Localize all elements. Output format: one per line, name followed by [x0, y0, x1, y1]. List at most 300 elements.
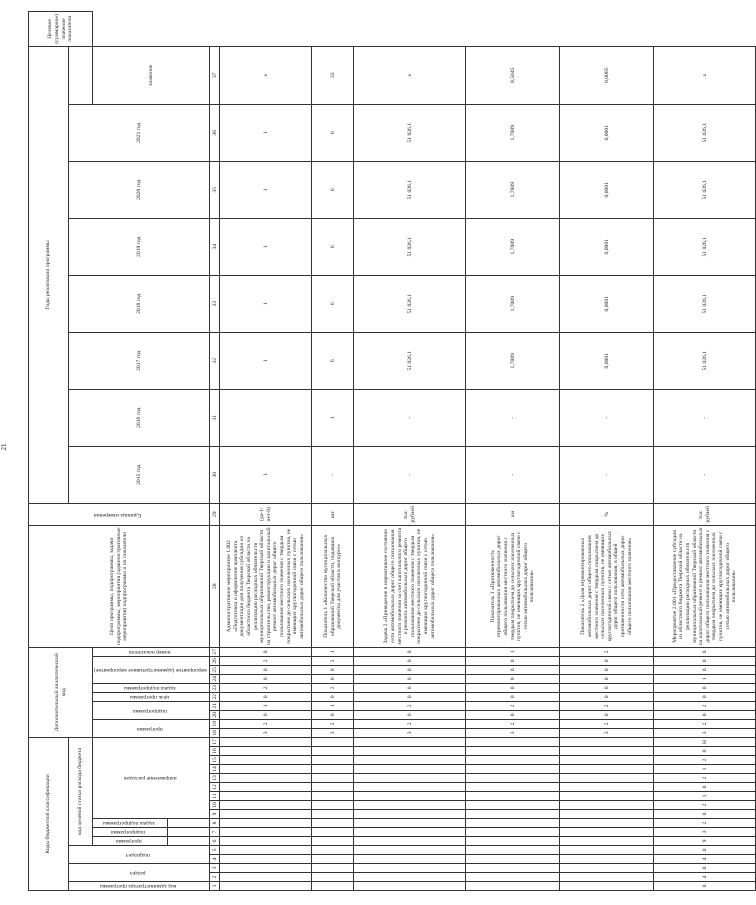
year-2019-header: 2019 год [69, 218, 210, 275]
budget-code-digit [312, 819, 354, 828]
budget-code-digit [466, 828, 560, 837]
value-2016: - [560, 389, 654, 446]
value-2019: 1,7009 [466, 218, 560, 275]
column-number: 23 [210, 683, 220, 692]
analytic-code-digit: 0 [312, 665, 354, 674]
budget-code-digit [466, 864, 560, 873]
analytic-code-digit: 2 [560, 701, 654, 710]
value-2020: 1 [220, 161, 312, 218]
budget-code-digit [220, 819, 312, 828]
value-2017: 6 [312, 332, 354, 389]
budget-code-digit [560, 837, 654, 846]
value-2021: 0,0001 [560, 104, 654, 161]
budget-code-digit: 9 [654, 837, 756, 846]
budget-code-digit: 0 [654, 864, 756, 873]
budget-code-digit [466, 846, 560, 855]
budget-class-header: Коды бюджетной классификации [29, 737, 69, 890]
analytic-code-digit: 3 [466, 728, 560, 737]
value-2021: 51 026,1 [654, 104, 756, 161]
sub-subprogram-cont [167, 828, 210, 837]
row-name: Мероприятие 2.001 «Предоставление субсидии из областного бюджета Тверской области на реализацию расходных обязательств муниципальных образований Тверской области на капитальный ремонт и ремонт автомобильных дорог общего пользования местного значения с твердым покрытием до сельских населенных пунктов, не имеющих круглогодичной связи с сетью автомобильных дорог общего пользования» [654, 525, 756, 647]
column-number: 21 [210, 701, 220, 710]
budget-code-digit [560, 819, 654, 828]
row-unit: км [466, 503, 560, 525]
target-value: x [354, 46, 466, 104]
column-number: 15 [210, 756, 220, 765]
budget-code-digit [220, 846, 312, 855]
column-numbers-row [210, 12, 220, 891]
budget-code-digit [560, 792, 654, 801]
sub-event-direction: направление расходов [93, 737, 210, 818]
analytic-code-digit: 2 [654, 719, 756, 728]
budget-code-digit [354, 783, 466, 792]
budget-code-digit [312, 828, 354, 837]
budget-code-digit [466, 819, 560, 828]
value-2015: 1 [220, 446, 312, 503]
row-unit: шт. [312, 503, 354, 525]
analytic-code-digit: 0 [354, 692, 466, 701]
budget-code-digit [560, 864, 654, 873]
column-number: 20 [210, 710, 220, 719]
analytic-code-digit: 1 [654, 674, 756, 683]
value-2017: 51 026,1 [354, 332, 466, 389]
analytic-code-digit: 0 [654, 692, 756, 701]
value-2015: - [654, 446, 756, 503]
value-2017: 1 [220, 332, 312, 389]
table-row [466, 12, 560, 891]
value-2017: 0,0001 [560, 332, 654, 389]
table-row [312, 12, 354, 891]
budget-code-digit [312, 846, 354, 855]
analytic-code-digit: 0 [466, 674, 560, 683]
budget-code-digit [312, 801, 354, 810]
analytic-code-digit: 3 [220, 728, 312, 737]
value-2020: 0,0001 [560, 161, 654, 218]
analytic-code-digit: 1 [466, 647, 560, 656]
budget-code-digit [354, 837, 466, 846]
analytic-code-digit: 2 [312, 656, 354, 665]
sub-program: программа [93, 837, 168, 846]
budget-code-digit [354, 828, 466, 837]
column-number: 11 [210, 792, 220, 801]
value-2019: 6 [312, 218, 354, 275]
analytic-code-digit: 3 [560, 728, 654, 737]
analytic-code-digit: 0 [354, 710, 466, 719]
value-2019: 51 026,1 [654, 218, 756, 275]
value-2018: 1 [220, 275, 312, 332]
budget-code-digit: 1 [654, 765, 756, 774]
year-2016-header: 2016 год [69, 389, 210, 446]
budget-code-digit [312, 737, 354, 746]
program-table [28, 11, 756, 891]
analytic-code-digit: 1 [312, 701, 354, 710]
budget-code-digit [354, 819, 466, 828]
page-number: 21 [0, 443, 8, 451]
target-value: 0,0005 [560, 46, 654, 104]
column-number: 30 [210, 446, 220, 503]
budget-code-digit [220, 783, 312, 792]
budget-code-digit [312, 864, 354, 873]
value-2015: - [354, 446, 466, 503]
analytic-code-digit: 0 [312, 692, 354, 701]
analytic-code-digit: 2 [220, 656, 312, 665]
row-unit: (да-1/нет-0) [220, 503, 312, 525]
budget-code-digit [466, 792, 560, 801]
value-2017: 51 026,1 [654, 332, 756, 389]
budget-code-digit [220, 810, 312, 819]
table-row [354, 12, 466, 891]
budget-code-digit [354, 765, 466, 774]
budget-code-digit [560, 737, 654, 746]
column-number: 10 [210, 801, 220, 810]
value-2018: 51 026,1 [654, 275, 756, 332]
analytic-code-digit: 0 [220, 710, 312, 719]
column-number: 19 [210, 719, 220, 728]
budget-code-digit [466, 810, 560, 819]
sub-a-num: номер показателя [93, 647, 210, 656]
budget-code-digit [466, 873, 560, 882]
value-2016: - [654, 389, 756, 446]
unit-header: Единица измерения [29, 503, 210, 525]
budget-code-digit [466, 783, 560, 792]
budget-code-digit [560, 774, 654, 783]
analytic-code-digit: 0 [220, 647, 312, 656]
year-2015-header: 2015 год [69, 446, 210, 503]
column-number: 35 [210, 161, 220, 218]
column-number: 12 [210, 783, 220, 792]
budget-code-digit: 4 [654, 873, 756, 882]
column-number: 8 [210, 819, 220, 828]
budget-code-digit [312, 792, 354, 801]
value-2020: 51 026,1 [354, 161, 466, 218]
column-number: 27 [210, 647, 220, 656]
budget-code-digit [466, 882, 560, 891]
budget-code-digit [220, 837, 312, 846]
budget-code-digit [220, 801, 312, 810]
value-2019: 0,0001 [560, 218, 654, 275]
analytic-code-digit: 0 [466, 665, 560, 674]
analytic-code-digit: 3 [654, 728, 756, 737]
analytic-code-digit: 3 [312, 728, 354, 737]
budget-code-digit [220, 765, 312, 774]
column-number: 1 [210, 882, 220, 891]
row-unit: % [560, 503, 654, 525]
value-2018: 51 026,1 [354, 275, 466, 332]
analytic-code-digit: 2 [560, 719, 654, 728]
table-row [560, 12, 654, 891]
budget-code-digit [220, 792, 312, 801]
additional-code-header: Дополнительный аналитический код [29, 647, 93, 737]
sub-task: задача подпрограммы [93, 819, 168, 828]
year-2021-header: 2021 год [69, 104, 210, 161]
value-2019: 51 026,1 [354, 218, 466, 275]
column-number: 5 [210, 846, 220, 855]
budget-code-digit: Н [654, 737, 756, 746]
column-number: 32 [210, 332, 220, 389]
analytic-code-digit: 0 [560, 665, 654, 674]
analytic-code-digit: 0 [466, 710, 560, 719]
value-2018: 1,7009 [466, 275, 560, 332]
analytic-code-digit: 0 [220, 665, 312, 674]
target-value: 8,5045 [466, 46, 560, 104]
analytic-code-digit: 0 [220, 674, 312, 683]
target-value: 33 [312, 46, 354, 104]
budget-code-digit [312, 810, 354, 819]
budget-code-digit [312, 837, 354, 846]
row-name: Задача 2 «Приведение в нормативное состояние сети автомобильных дорог общего пользования местного значения за счет капитального ремонта и ремонта автомобильных дорог общего пользования местного значения с твердым покрытием до сельских населенных пунктов, не имеющих круглогодичной связи с сетью автомобильных дорог общего пользования» [354, 525, 466, 647]
budget-code-digit [354, 792, 466, 801]
analytic-code-digit: 0 [312, 674, 354, 683]
analytic-code-digit: 2 [220, 719, 312, 728]
value-2020: 6 [312, 161, 354, 218]
analytic-code-digit: 1 [220, 701, 312, 710]
target-value: x [654, 46, 756, 104]
years-header: Годы реализации программы [29, 46, 69, 503]
target-header: Целевое (суммарное) значение показателя [29, 12, 93, 47]
value-2016: - [466, 389, 560, 446]
column-number: 13 [210, 774, 220, 783]
column-number: 18 [210, 728, 220, 737]
budget-code-digit [354, 737, 466, 746]
sub-task-cont [167, 819, 210, 828]
budget-code-digit: 2 [654, 774, 756, 783]
budget-code-digit [220, 855, 312, 864]
budget-code-digit [466, 737, 560, 746]
budget-code-digit [220, 882, 312, 891]
budget-code-digit [220, 737, 312, 746]
table-body [220, 12, 756, 891]
value-2020: 1,7009 [466, 161, 560, 218]
budget-code-digit [354, 810, 466, 819]
budget-code-digit [354, 873, 466, 882]
budget-code-digit [466, 801, 560, 810]
column-number: 36 [210, 104, 220, 161]
column-number: 28 [210, 525, 220, 647]
budget-code-digit [560, 783, 654, 792]
column-number: 16 [210, 747, 220, 756]
value-2015: - [466, 446, 560, 503]
row-name: Административное мероприятие 1.002 «Подготовка и оформление комплекта документации для получения субсидии из областного бюджета Тверской области на реализацию расходных обязательств муниципальных образований Тверской области на строительство, реконструкцию и капитальный ремонт автомобильных дорог общего пользования местного значения с твердым покрытием до сельских населенных пунктов, не имеющих круглогодичной связи с сетью автомобильных дорог общего пользования» [220, 525, 312, 647]
column-number: 9 [210, 810, 220, 819]
budget-code-digit [220, 747, 312, 756]
column-number: 24 [210, 674, 220, 683]
analytic-code-digit: 0 [466, 683, 560, 692]
analytic-code-digit: 0 [654, 683, 756, 692]
target-value: x [220, 46, 312, 104]
analytic-code-digit: 2 [220, 683, 312, 692]
value-2019: 1 [220, 218, 312, 275]
budget-code-digit [560, 756, 654, 765]
budget-code-digit [312, 756, 354, 765]
value-2018: 6 [312, 275, 354, 332]
expense-item-code-header: код целевой статьи расхода бюджета [69, 737, 93, 845]
budget-code-digit [466, 756, 560, 765]
analytic-code-digit: 2 [466, 701, 560, 710]
sub-a-goal: цель программы [93, 692, 210, 701]
column-number: 2 [210, 873, 220, 882]
budget-code-digit [354, 855, 466, 864]
analytic-code-digit: 0 [354, 674, 466, 683]
budget-code-digit: 4 [654, 855, 756, 864]
year-2020-header: 2020 год [69, 161, 210, 218]
sub-admin-code: код администратора программы [69, 882, 210, 891]
analytic-code-digit: 2 [354, 719, 466, 728]
budget-code-digit [312, 774, 354, 783]
budget-code-digit [220, 873, 312, 882]
budget-code-digit [560, 873, 654, 882]
value-2015: - [312, 446, 354, 503]
analytic-code-digit: 0 [220, 692, 312, 701]
analytic-code-digit: 2 [560, 647, 654, 656]
budget-code-digit: 2 [654, 801, 756, 810]
value-2017: 1,7009 [466, 332, 560, 389]
budget-code-digit: 3 [654, 828, 756, 837]
analytic-code-digit: 2 [312, 683, 354, 692]
row-name: Показатель 2 «Доля отремонтированных автомобильных дорог общего пользования местного значения с твердым покрытием до сельских населенных пунктов, не имеющих круглогодичной связи с сетью автомобильных дорог общего пользования, в общей протяженности сети автомобильных дорог общего пользования местного значения» [560, 525, 654, 647]
value-header: значение [93, 46, 210, 104]
budget-code-digit: 0 [654, 846, 756, 855]
analytic-code-digit: 0 [466, 692, 560, 701]
budget-code-digit [354, 756, 466, 765]
budget-code-digit [466, 765, 560, 774]
analytic-code-digit: 0 [654, 665, 756, 674]
column-number: 25 [210, 665, 220, 674]
budget-code-digit [312, 783, 354, 792]
budget-code-digit [220, 864, 312, 873]
analytic-code-digit: 2 [312, 719, 354, 728]
value-2018: 0,0001 [560, 275, 654, 332]
budget-code-digit [354, 801, 466, 810]
budget-code-digit [354, 864, 466, 873]
sub-subprogram: подпрограмма [93, 828, 168, 837]
sub-section: раздел [69, 864, 210, 882]
column-number: 33 [210, 275, 220, 332]
analytic-code-digit: 1 [312, 647, 354, 656]
value-2021: 1 [220, 104, 312, 161]
analytic-code-digit: 0 [354, 665, 466, 674]
sub-a-subprogram: подпрограмма [93, 701, 210, 719]
analytic-code-digit: 0 [560, 710, 654, 719]
budget-code-digit [312, 765, 354, 774]
budget-code-digit [312, 747, 354, 756]
budget-code-digit: 1 [654, 792, 756, 801]
budget-code-digit [560, 882, 654, 891]
column-number: 4 [210, 855, 220, 864]
value-2021: 51 026,1 [354, 104, 466, 161]
budget-code-digit: 0 [654, 882, 756, 891]
sub-a-task: задача подпрограммы [93, 683, 210, 692]
analytic-code-digit: 0 [354, 683, 466, 692]
budget-code-digit [220, 756, 312, 765]
budget-code-digit [466, 747, 560, 756]
analytic-code-digit: 2 [654, 701, 756, 710]
column-number: 22 [210, 692, 220, 701]
value-2016: - [354, 389, 466, 446]
budget-code-digit: 0 [654, 783, 756, 792]
column-number: 6 [210, 837, 220, 846]
analytic-code-digit: 0 [560, 674, 654, 683]
analytic-code-digit: 2 [466, 719, 560, 728]
value-2016 [220, 389, 312, 446]
budget-code-digit: 2 [654, 819, 756, 828]
year-2018-header: 2018 год [69, 275, 210, 332]
analytic-code-digit: 0 [560, 692, 654, 701]
value-2016: 1 [312, 389, 354, 446]
budget-code-digit [560, 747, 654, 756]
budget-code-digit: 2 [654, 756, 756, 765]
budget-code-digit [354, 774, 466, 783]
budget-code-digit [220, 828, 312, 837]
column-number: 37 [210, 46, 220, 104]
column-number: 26 [210, 656, 220, 665]
row-name: Показатель 1 «Количество муниципальных образований Тверской области, подавших документы для участия в конкурсе» [312, 525, 354, 647]
analytic-code-digit: 0 [654, 647, 756, 656]
year-2017-header: 2017 год [69, 332, 210, 389]
analytic-code-digit: 0 [354, 647, 466, 656]
column-number: 7 [210, 828, 220, 837]
budget-code-digit [354, 747, 466, 756]
row-unit: тыс. рублей [654, 503, 756, 525]
table-row [220, 12, 312, 891]
analytic-code-digit: 0 [560, 656, 654, 665]
budget-code-digit [560, 828, 654, 837]
analytic-code-digit: 0 [560, 683, 654, 692]
column-number: 29 [210, 503, 220, 525]
value-2021: 1,7009 [466, 104, 560, 161]
analytic-code-digit: 0 [466, 656, 560, 665]
column-number: 34 [210, 218, 220, 275]
budget-code-digit [560, 846, 654, 855]
budget-code-digit: 0 [654, 810, 756, 819]
goals-header: Цели программы, подпрограммы, задачи подпрограммы, мероприятия (административные мероприятия) подпрограммы и их показатели [29, 525, 210, 647]
analytic-code-digit: 3 [354, 728, 466, 737]
budget-code-digit [312, 855, 354, 864]
budget-code-digit [466, 837, 560, 846]
budget-code-digit [560, 855, 654, 864]
budget-code-digit [354, 882, 466, 891]
row-name: Показатель 1 «Протяженность отремонтированных автомобильных дорог общего пользования местного значения с твердым покрытием до сельских населенных пунктов, не имеющих круглогодичной связи с сетью автомобильных дорог общего пользования» [466, 525, 560, 647]
table-row [654, 12, 756, 891]
sub-a-program: программа [93, 719, 210, 737]
analytic-code-digit: 0 [654, 656, 756, 665]
column-number: 14 [210, 765, 220, 774]
value-2021: 6 [312, 104, 354, 161]
budget-code-digit [354, 846, 466, 855]
sub-a-event: мероприятие (административное мероприятие) [93, 656, 210, 683]
analytic-code-digit: 0 [312, 710, 354, 719]
value-2020: 51 026,1 [654, 161, 756, 218]
sub-program-cont [167, 837, 210, 846]
column-number: 3 [210, 864, 220, 873]
sub-subsection: подраздел [69, 846, 210, 864]
budget-code-digit [560, 810, 654, 819]
column-number: 17 [210, 737, 220, 746]
budget-code-digit [312, 882, 354, 891]
value-2015: - [560, 446, 654, 503]
budget-code-digit: 0 [654, 747, 756, 756]
column-number: 31 [210, 389, 220, 446]
budget-code-digit [560, 801, 654, 810]
row-unit: тыс. рублей [354, 503, 466, 525]
budget-code-digit [220, 774, 312, 783]
analytic-code-digit: 2 [354, 701, 466, 710]
analytic-code-digit: 0 [654, 710, 756, 719]
budget-code-digit [560, 765, 654, 774]
budget-code-digit [312, 873, 354, 882]
budget-code-digit [466, 855, 560, 864]
analytic-code-digit: 0 [354, 656, 466, 665]
budget-code-digit [466, 774, 560, 783]
